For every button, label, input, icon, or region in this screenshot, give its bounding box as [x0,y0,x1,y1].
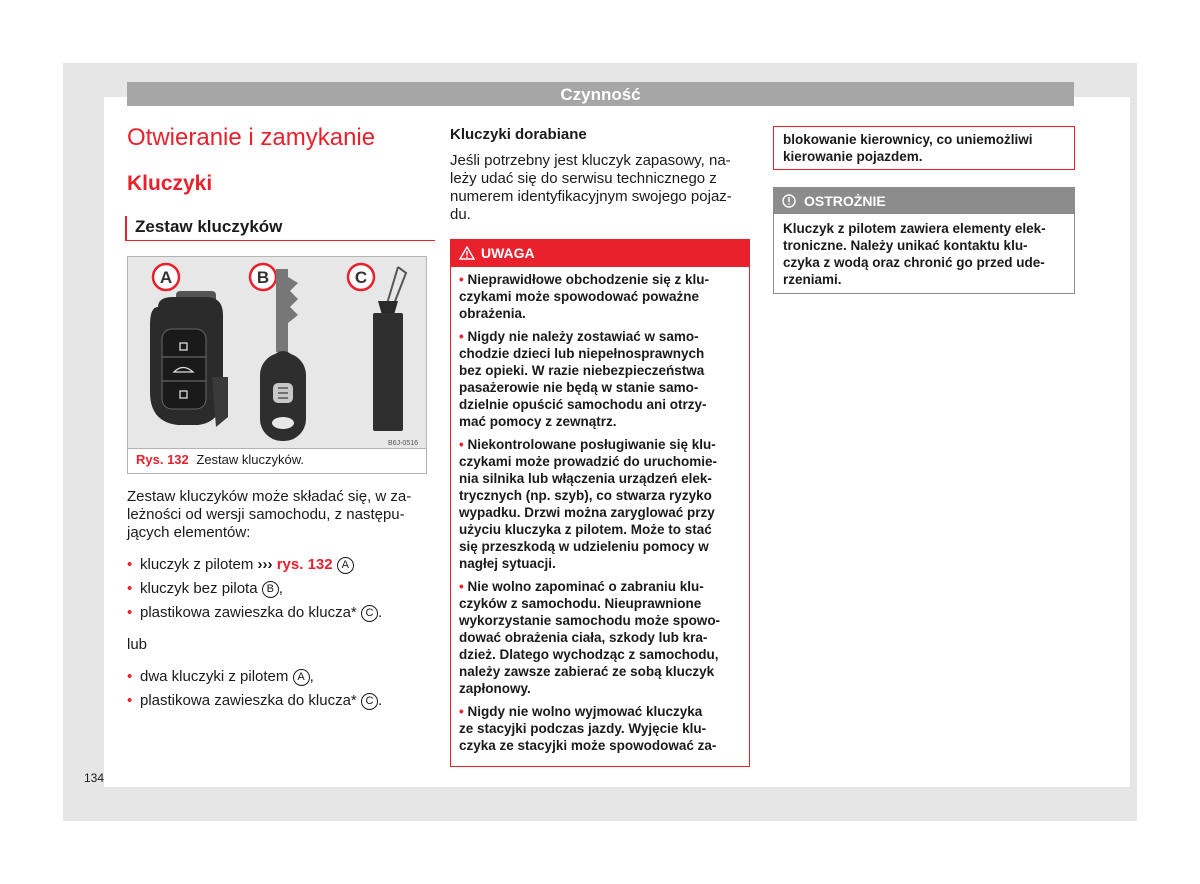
warning-item-text: Nie wolno zapominać o zabraniu klu- czyków z samochodu. Nieuprawnione wykorzystanie samochodu może spowo- dować obrażenia ciała, szkody lub kra- dzież. Dlatego wychodząc z samochodu, należy zawsze zabierać ze sobą kluczyk zapłonowy. [459,579,721,696]
image-code: B6J-0516 [388,440,418,447]
warning-body [451,267,749,754]
list-item [127,692,382,710]
marker-c: C [361,605,378,622]
warning-item: • Nigdy nie wolno wyjmować kluczyka ze stacyjki podczas jazdy. Wyjęcie klu- czyka ze stacyjki może spowodować za- [459,704,717,753]
warning-triangle-icon [459,246,475,260]
label-c-marker [348,264,374,290]
warning-title: UWAGA [481,245,535,261]
spare-keys-heading: Kluczyki dorabiane [450,126,587,143]
key-set-drawing [128,257,426,448]
warning-box [450,239,750,767]
label-a-text: A [159,268,173,287]
key-set-list-1 [127,556,382,628]
warning-item-text: Nieprawidłowe obchodzenie się z klu- czykami może spowodować poważne obrażenia. [459,272,710,321]
list-item-text: dwa kluczyki z pilotem [140,668,289,685]
intro-paragraph: Zestaw kluczyków może składać się, w za- leżności od wersji samochodu, z następu- jących elementów: [127,488,412,541]
figure-key-set [127,256,427,474]
caution-title: OSTROŻNIE [804,193,886,209]
marker-a: A [337,557,354,574]
key-set-illustration [128,257,426,449]
list-punct: . [377,604,383,621]
list-item [127,604,382,622]
caution-text: Kluczyk z pilotem zawiera elementy elek- troniczne. Należy unikać kontaktu klu- czyka z wodą oraz chronić go przed ude- rzeniami. [783,221,1046,287]
label-a-marker [153,264,179,290]
list-item [127,556,382,574]
label-c-text: C [354,268,368,287]
figure-caption [136,452,304,467]
marker-a: A [293,669,310,686]
warning-continuation-text: blokowanie kierownicy, co uniemożliwi kierowanie pojazdem. [783,132,1033,164]
reference-arrows: ››› [257,556,273,573]
subsection-heading: Zestaw kluczyków [125,216,435,241]
warning-item: • Niekontrolowane posługiwanie się klu- czykami może prowadzić do uruchomie- nia silnika lub włączenia urządzeń elek- trycznych (np. szyb), co stwarza ryzyko wypadku. Drzwi można zaryglować przy użyciu kluczyka z pilotem. Może to stać się przeszkodą w udzieleniu pomocy w nagłej sytuacji. [459,437,718,571]
warning-item: • Nieprawidłowe obchodzenie się z klu- czykami może spowodować poważne obrażenia. [459,272,710,321]
caution-header [774,188,1074,214]
spare-keys-paragraph: Jeśli potrzebny jest kluczyk zapasowy, na- leży udać się do serwisu technicznego z numerem identyfikacyjnym swojego pojaz- du. [450,152,732,223]
list-item-text: kluczyk bez pilota [140,580,258,597]
or-text: lub [127,636,148,653]
warning-item-text: Nigdy nie należy zostawiać w samo- chodzie dzieci lub niepełnosprawnych bez opieki. W razie niebezpieczeństwa pasażerowie nie będą w stanie samo- dzielnie opuścić samochodu ani otrzy- mać pomocy z zewnątrz. [459,329,707,429]
warning-item-text: Niekontrolowane posługiwanie się klu- czykami może prowadzić do uruchomie- nia silnika lub włączenia urządzeń elek- trycznych (np. szyb), co stwarza ryzyko wypadku. Drzwi można zaryglować przy użyciu kluczyka z pilotem. Może to stać się przeszkodą w udzieleniu pomocy w nagłej sytuacji. [459,437,718,571]
section-title: Kluczyki [127,172,213,195]
list-item [127,668,382,686]
warning-item-text: Nigdy nie wolno wyjmować kluczyka ze stacyjki podczas jazdy. Wyjęcie klu- czyka ze stacyjki może spowodować za- [459,704,717,753]
label-b-marker [250,264,276,290]
list-item-text: plastikowa zawieszka do klucza* [140,692,357,709]
marker-b: B [262,581,279,598]
figure-number: Rys. 132 [136,452,189,467]
section-header: Czynność [127,82,1074,106]
caution-box [773,187,1075,294]
list-punct: , [309,668,314,685]
marker-c: C [361,693,378,710]
warning-header [451,240,749,267]
list-item-text: kluczyk z pilotem [140,556,254,573]
chapter-title: Otwieranie i zamykanie [127,124,376,151]
remote-key-drawing [150,291,228,427]
caution-circle-icon [782,194,796,208]
list-punct: . [377,692,383,709]
warning-item: • Nie wolno zapominać o zabraniu klu- czyków z samochodu. Nieuprawnione wykorzystanie samochodu może spowo- dować obrażenia ciała, szkody lub kra- dzież. Dlatego wychodząc z samochodu, należy zawsze zabierać ze sobą kluczyk zapłonowy. [459,579,721,696]
warning-item: • Nigdy nie należy zostawiać w samo- chodzie dzieci lub niepełnosprawnych bez opieki. W razie niebezpieczeństwa pasażerowie nie będą w stanie samo- dzielnie opuścić samochodu ani otrzy- mać pomocy z zewnątrz. [459,329,707,429]
label-b-text: B [256,268,270,287]
list-item [127,580,382,598]
list-item-text: plastikowa zawieszka do klucza* [140,604,357,621]
figure-reference-link[interactable]: rys. 132 [276,556,333,573]
warning-continuation-box [773,126,1075,170]
key-set-list-2 [127,668,382,716]
list-punct: , [278,580,283,597]
page-number: 134 [84,771,105,785]
figure-caption-text: Zestaw kluczyków. [196,452,305,467]
